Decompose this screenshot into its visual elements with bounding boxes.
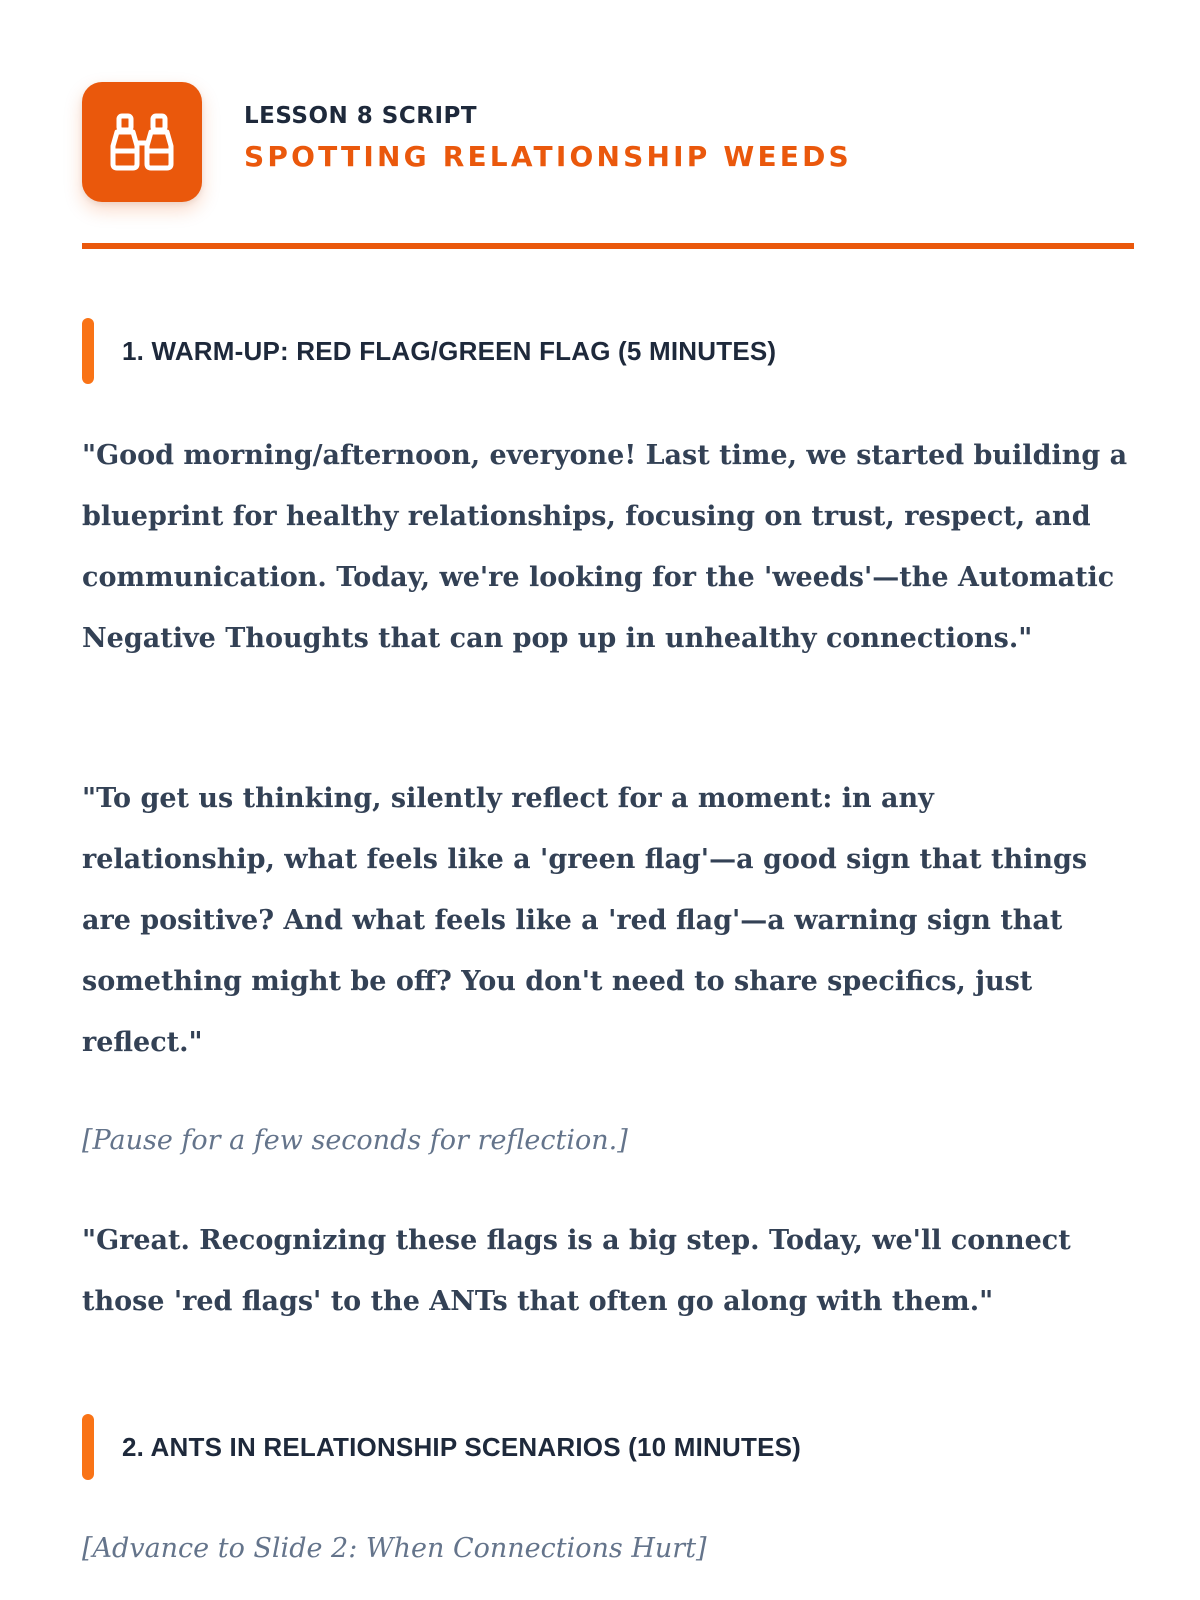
script-paragraph: "Great. Recognizing these flags is a big step. Today, we'll connect those 'red flags' to the ANTs that often go along with them.": [82, 1225, 1071, 1317]
script-paragraph: "To get us thinking, silently reflect for a moment: in any relationship, what feels like a 'green flag'—a good sign that things are positive? And what feels like a 'red flag'—a warning sign that something might be off? You don't need to share specifics, just reflect.": [82, 783, 1088, 1058]
section-title: 1. WARM-UP: RED FLAG/GREEN FLAG (5 MINUTES): [122, 335, 777, 366]
lesson-script-page: [82, 0, 1134, 1564]
lesson-eyebrow: LESSON 8 SCRIPT: [244, 103, 478, 129]
binoculars-icon: [110, 113, 174, 171]
section-accent-bar: [82, 1414, 94, 1480]
stage-direction: [Pause for a few seconds for reflection.]: [82, 1125, 628, 1156]
lesson-logo-tile: [82, 82, 202, 202]
lesson-header: [82, 0, 1134, 250]
section-heading-ants-scenarios: [82, 1414, 801, 1480]
header-text-block: [244, 100, 852, 176]
section-accent-bar: [82, 318, 94, 384]
script-paragraph: "Good morning/afternoon, everyone! Last time, we started building a blueprint for healthy relationships, focusing on trust, respect, and communication. Today, we're looking for the 'weeds'—the Automatic Negative Thoughts that can pop up in unhealthy connections.": [82, 440, 1128, 654]
section-heading-warm-up: [82, 318, 776, 384]
header-divider: [82, 243, 1134, 249]
stage-direction: [Advance to Slide 2: When Connections Hurt]: [82, 1533, 707, 1564]
section-title: 2. ANTS IN RELATIONSHIP SCENARIOS (10 MINUTES): [122, 1431, 802, 1462]
lesson-title: SPOTTING RELATIONSHIP WEEDS: [244, 140, 852, 173]
